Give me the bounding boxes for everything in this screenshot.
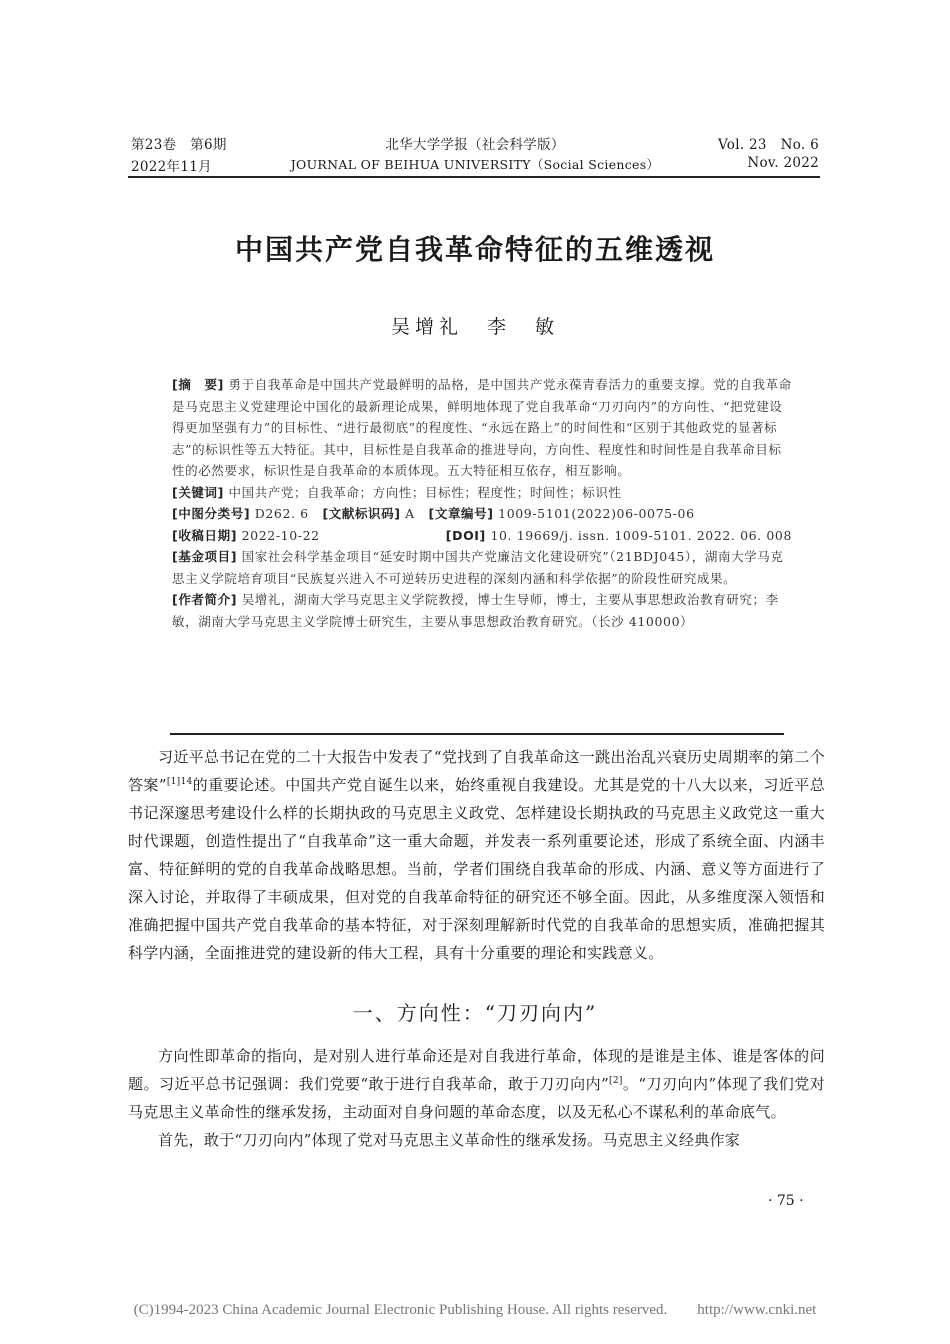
doi-label: [DOI] — [445, 527, 486, 543]
intro-text-b: 的重要论述。中国共产党自诞生以来，始终重视自我建设。尤其是党的十八大以来，习近平总书记深邃思考建设什么样的长期执政的马克思主义政党、怎样建设长期执政的马克思主义政党这一重大时代课题，创造性提出了“自我革命”这一重大命题，并发表一系列重要论述，形成了系统全面、内涵丰富、特征鲜明的党的自我革命战略思想。当前，学者们围绕自我革命的形成、内涵、意义等方面进行了深入讨论，并取得了丰硕成果，但对党的自我革命特征的研究还不够全面。因此，从多维度深入领悟和准确把握中国共产党自我革命的基本特征，对于深刻理解新时代党的自我革命的思想实质，准确把握其科学内涵，全面推进党的建设新的伟大工程，具有十分重要的理论和实践意义。 — [128, 776, 825, 962]
article-metadata — [172, 374, 792, 632]
journal-name-cn: 北华大学学报（社会科学版） — [385, 137, 565, 153]
section-text-a: 方向性即革命的指向，是对别人进行革命还是对自我进行革命，体现的是谁是主体、谁是客体的问题。习近平总书记强调：我们党要“敢于进行自我革命，敢于刀刃向内” — [128, 1047, 825, 1093]
abstract — [172, 374, 792, 482]
doc-code-value: A — [405, 506, 415, 521]
intro-text-a: 习近平总书记在党的二十大报告中发表了“党找到了自我革命这一跳出治乱兴衰历史周期率的第二个答案” — [128, 748, 825, 794]
intro-body — [128, 743, 825, 967]
publication-date-en: Nov. 2022 — [747, 155, 819, 171]
clc-label: [中图分类号] — [172, 506, 251, 521]
metadata-rule — [170, 733, 784, 735]
fund-label: [基金项目] — [172, 549, 238, 564]
section-body — [128, 1042, 825, 1154]
abstract-text: 勇于自我革命是中国共产党最鲜明的品格，是中国共产党永葆青春活力的重要支撑。党的自我革命是马克思主义党建理论中国化的最新理论成果，鲜明地体现了党自我革命“刀刃向内”的方向性、“把党建设得更加坚强有力”的目标性、“进行最彻底”的程度性、“永远在路上”的时间性和“区别于其他政党的显著标志”的标识性等五大特征。其中，目标性是自我革命的推进导向，方向性、程度性和时间性是自我革命目标性的必然要求，标识性是自我革命的本质体现。五大特征相互依存，相互影响。 — [172, 377, 792, 478]
author-profile-label: [作者简介] — [172, 592, 238, 607]
funding — [172, 546, 792, 589]
article-number-value: 1009-5101(2022)06-0075-06 — [498, 506, 695, 521]
author-profile — [172, 589, 792, 632]
copyright-footer: (C)1994-2023 China Academic Journal Electronic Publishing House. All rights reserved. http://www.cnki.net — [133, 1302, 817, 1318]
citation-1: [1]14 — [166, 777, 193, 787]
journal-name-en: JOURNAL OF BEIHUA UNIVERSITY（Social Sciences） — [290, 157, 660, 172]
section-heading: 一、方向性：“刀刃向内” — [352, 1001, 598, 1025]
article-authors: 吴增礼 李 敏 — [390, 316, 559, 338]
article-number-label: [文章编号] — [428, 506, 494, 521]
publication-date-cn: 2022年11月 — [131, 159, 212, 175]
received-date: 2022-10-22 — [241, 527, 320, 543]
article-title: 中国共产党自我革命特征的五维透视 — [234, 233, 715, 266]
keywords-text: 中国共产党；自我革命；方向性；目标性；程度性；时间性；标识性 — [228, 484, 622, 500]
fund-text: 国家社会科学基金项目“延安时期中国共产党廉洁文化建设研究”（21BDJ045），湖南大学马克思主义学院培育项目“民族复兴进入不可逆转历史进程的深刻内涵和科学依据”的阶段性研究成果。 — [172, 549, 784, 586]
header-rule — [128, 176, 820, 178]
abstract-label: [摘 要] — [172, 377, 224, 392]
volume-issue-en: Vol. 23 No. 6 — [718, 137, 819, 153]
section-paragraph-1 — [128, 1042, 825, 1126]
citation-2: [2] — [609, 1076, 623, 1086]
section-paragraph-2: 首先，敢于“刀刃向内”体现了党对马克思主义革命性的继承发扬。马克思主义经典作家 — [158, 1131, 741, 1149]
received-label: [收稿日期] — [172, 527, 238, 543]
volume-issue: 第23卷 第6期 — [131, 137, 227, 153]
doi — [446, 525, 792, 547]
intro-paragraph — [128, 743, 825, 967]
classification-row — [172, 503, 792, 525]
clc-value: D262. 6 — [254, 506, 309, 521]
page-number: · 75 · — [768, 1193, 804, 1209]
received-doi-row — [172, 525, 792, 547]
keywords — [172, 482, 792, 504]
keywords-label: [关键词] — [172, 484, 224, 500]
doi-value: 10. 19669/j. issn. 1009-5101. 2022. 06. 008 — [490, 527, 792, 543]
section-text-b: 。“刀刃向内”体现了我们党对马克思主义革命性的继承发扬，主动面对自身问题的革命态度，以及无私心不谋私利的革命底气。 — [128, 1075, 825, 1121]
doc-code-label: [文献标识码] — [322, 506, 401, 521]
author-profile-text: 吴增礼，湖南大学马克思主义学院教授，博士生导师，博士，主要从事思想政治教育研究；李敏，湖南大学马克思主义学院博士研究生，主要从事思想政治教育研究。（长沙 410000） — [172, 592, 779, 629]
